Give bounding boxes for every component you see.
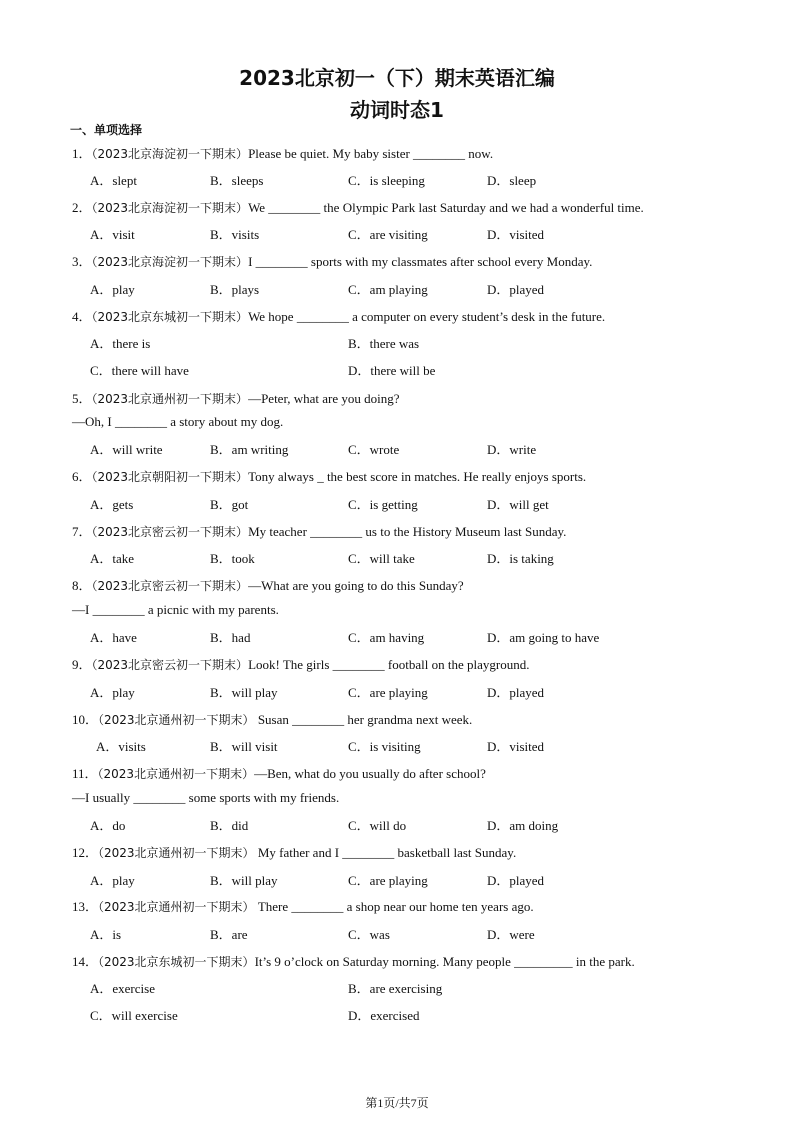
answer-option-b[interactable]: B．are [210,927,248,942]
answer-option-a[interactable]: A．visits [96,739,146,754]
question-source: （2023北京东城初一下期末） [91,310,249,324]
answer-option-b[interactable]: B．plays [210,282,260,297]
question-number: 1． [72,146,92,161]
question-12 [72,842,516,861]
answer-option-c[interactable]: C．will do [348,818,407,833]
answer-option-c[interactable]: C．am playing [348,282,428,297]
answer-option-d[interactable]: D．were [487,927,535,942]
question-text: My teacher ________ us to the History Museum last Sunday. [248,524,567,539]
answer-option-c[interactable]: C．there will have [90,363,189,378]
question-text: My father and I ________ basketball last Sunday. [254,845,517,860]
question-continuation: —I ________ a picnic with my parents. [72,602,279,617]
answer-option-d[interactable]: D．played [487,282,545,297]
answer-option-a[interactable]: A．play [90,685,135,700]
question-text: —Ben, what do you usually do after school? [254,766,486,781]
answer-option-d[interactable]: D．am doing [487,818,559,833]
question-number: 9． [72,657,92,672]
question-text: It’s 9 o’clock on Saturday morning. Many people _________ in the park. [254,954,635,969]
question-text: Susan ________ her grandma next week. [254,712,473,727]
answer-option-b[interactable]: B．visits [210,227,260,242]
question-source: （2023北京海淀初一下期末） [91,147,249,161]
answer-option-c[interactable]: C．will exercise [90,1008,178,1023]
question-10 [72,709,472,728]
question-number: 10． [72,712,99,727]
question-number: 2． [72,200,92,215]
question-text: Please be quiet. My baby sister ________ now. [248,146,494,161]
question-continuation: —I usually ________ some sports with my friends. [72,790,340,805]
answer-option-b[interactable]: B．did [210,818,249,833]
answer-option-a[interactable]: A．there is [90,336,151,351]
answer-option-c[interactable]: C．am having [348,630,425,645]
question-text: There ________ a shop near our home ten years ago. [254,899,534,914]
question-text: Look! The girls ________ football on the playground. [248,657,530,672]
question-text: We ________ the Olympic Park last Saturday and we had a wonderful time. [248,200,644,215]
answer-option-b[interactable]: B．will visit [210,739,278,754]
question-text: We hope ________ a computer on every student’s desk in the future. [248,309,606,324]
question-3 [72,251,592,270]
question-text: Tony always _ the best score in matches. He really enjoys sports. [248,469,587,484]
answer-option-b[interactable]: B．am writing [210,442,289,457]
answer-option-a[interactable]: A．do [90,818,126,833]
answer-option-b[interactable]: B．will play [210,873,278,888]
answer-option-c[interactable]: C．was [348,927,390,942]
document-subtitle: 动词时态1 [350,98,444,122]
question-source: （2023北京东城初一下期末） [98,955,255,969]
question-number: 3． [72,254,92,269]
question-text: I ________ sports with my classmates after school every Monday. [248,254,593,269]
answer-option-d[interactable]: D．played [487,685,545,700]
answer-option-c[interactable]: C．are playing [348,685,428,700]
answer-option-d[interactable]: D．visited [487,739,545,754]
question-source: （2023北京海淀初一下期末） [91,201,249,215]
question-9 [72,654,529,673]
answer-option-a[interactable]: A．play [90,282,135,297]
question-number: 7． [72,524,92,539]
question-8 [72,575,464,594]
answer-option-a[interactable]: A．play [90,873,135,888]
question-text: —Peter, what are you doing? [248,391,400,406]
question-text: —What are you going to do this Sunday? [248,578,464,593]
answer-option-c[interactable]: C．wrote [348,442,400,457]
answer-option-d[interactable]: D．exercised [348,1008,420,1023]
question-6 [72,466,586,485]
question-number: 4． [72,309,92,324]
answer-option-a[interactable]: A．have [90,630,137,645]
answer-option-d[interactable]: D．will get [487,497,549,512]
answer-option-d[interactable]: D．write [487,442,537,457]
document-title: 2023北京初一（下）期末英语汇编 [239,66,555,90]
question-number: 8． [72,578,92,593]
section-heading: 一、单项选择 [70,123,143,137]
question-source: （2023北京密云初一下期末） [91,579,249,593]
answer-option-c[interactable]: C．will take [348,551,415,566]
question-2 [72,197,644,216]
page-footer: 第1页/共7页 [365,1096,429,1110]
answer-option-a[interactable]: A．slept [90,173,137,188]
answer-option-c[interactable]: C．is sleeping [348,173,425,188]
question-1 [72,143,493,162]
question-5 [72,388,400,407]
question-number: 12． [72,845,99,860]
answer-option-d[interactable]: D．sleep [487,173,537,188]
answer-option-a[interactable]: A．visit [90,227,135,242]
answer-option-c[interactable]: C．are playing [348,873,428,888]
answer-option-d[interactable]: D．there will be [348,363,436,378]
answer-option-b[interactable]: B．will play [210,685,278,700]
question-7 [72,521,566,540]
question-source: （2023北京通州初一下期末） [98,900,255,914]
answer-option-b[interactable]: B．got [210,497,249,512]
question-11 [72,763,486,782]
answer-option-a[interactable]: A．is [90,927,122,942]
answer-option-d[interactable]: D．played [487,873,545,888]
question-continuation: —Oh, I ________ a story about my dog. [72,414,284,429]
answer-option-b[interactable]: B．there was [348,336,420,351]
question-source: （2023北京通州初一下期末） [98,846,255,860]
answer-option-b[interactable]: B．took [210,551,255,566]
question-number: 13． [72,899,99,914]
answer-option-d[interactable]: D．am going to have [487,630,600,645]
answer-option-b[interactable]: B．had [210,630,251,645]
answer-option-a[interactable]: A．take [90,551,135,566]
answer-option-b[interactable]: B．are exercising [348,981,443,996]
question-source: （2023北京通州初一下期末） [97,767,255,781]
question-source: （2023北京密云初一下期末） [91,525,249,539]
question-number: 6． [72,469,92,484]
answer-option-a[interactable]: A．will write [90,442,163,457]
question-source: （2023北京通州初一下期末） [91,392,249,406]
question-13 [72,896,534,915]
question-source: （2023北京密云初一下期末） [91,658,249,672]
answer-option-c[interactable]: C．is visiting [348,739,421,754]
answer-option-d[interactable]: D．visited [487,227,545,242]
question-source: （2023北京朝阳初一下期末） [91,470,249,484]
answer-option-b[interactable]: B．sleeps [210,173,264,188]
answer-option-c[interactable]: C．is getting [348,497,418,512]
answer-option-c[interactable]: C．are visiting [348,227,428,242]
question-source: （2023北京通州初一下期末） [98,713,255,727]
question-14 [72,951,635,970]
question-number: 14． [72,954,99,969]
question-number: 11． [72,766,98,781]
answer-option-a[interactable]: A．exercise [90,981,155,996]
answer-option-d[interactable]: D．is taking [487,551,554,566]
question-number: 5． [72,391,92,406]
answer-option-a[interactable]: A．gets [90,497,134,512]
question-4 [72,306,605,325]
question-source: （2023北京海淀初一下期末） [91,255,249,269]
